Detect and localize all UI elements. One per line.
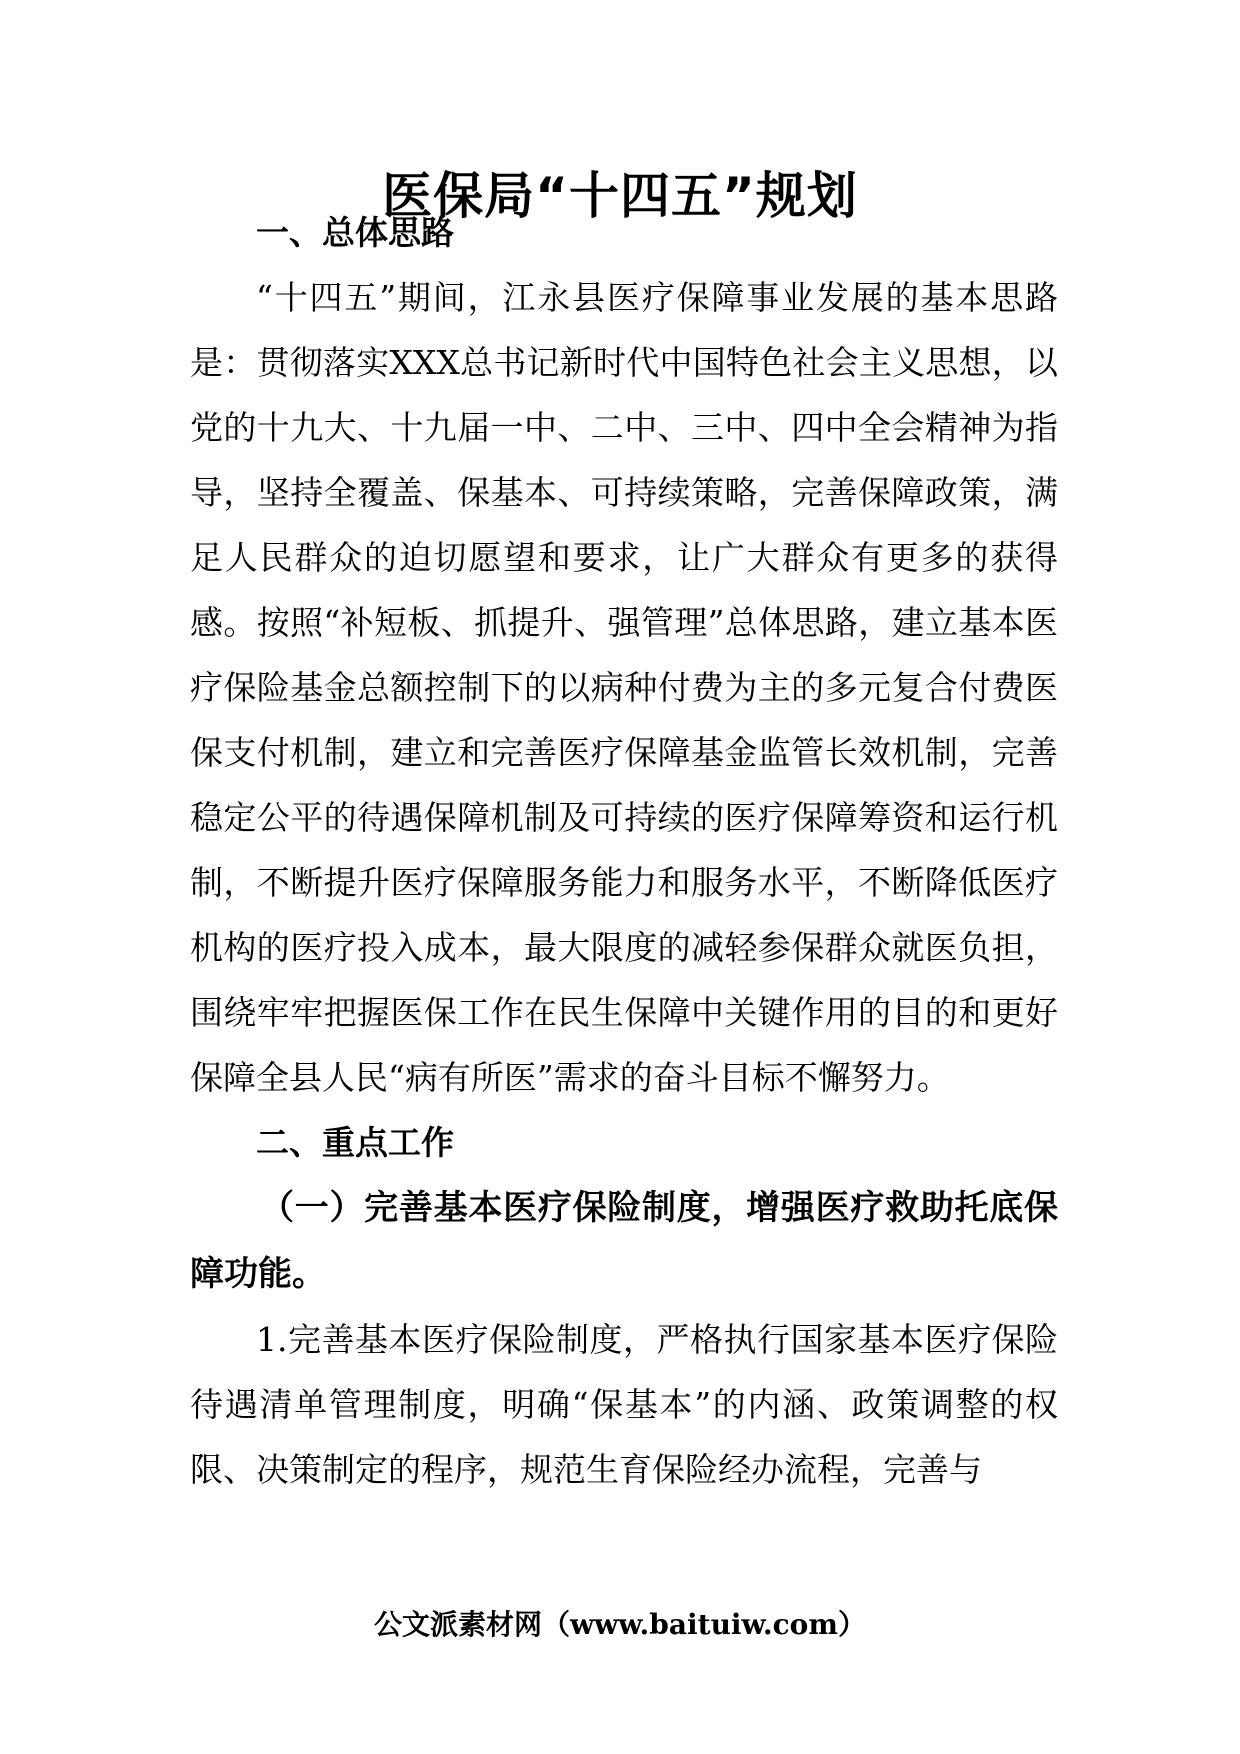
paragraph-item-1: 1.完善基本医疗保险制度，严格执行国家基本医疗保险待遇清单管理制度，明确“保基本”的内涵、政策调整的权限、决策制定的程序，规范生育保险经办流程，完善与 bbox=[190, 1320, 1058, 1489]
footer-watermark: 公文派素材网（www.baituiw.com） bbox=[374, 1608, 866, 1641]
section-heading-overall-approach: 一、总体思路 bbox=[256, 213, 454, 252]
document-title: 医保局“十四五”规划 bbox=[382, 167, 858, 225]
paragraph-overall-approach: “十四五”期间，江永县医疗保障事业发展的基本思路是：贯彻落实XXX总书记新时代中国特色社会主义思想，以党的十九大、十九届一中、二中、三中、四中全会精神为指导，坚持全覆盖、保基本、可持续策略，完善保障政策，满足人民群众的迫切愿望和要求，让广大群众有更多的获得感。按照“补短板、抓提升、强管理”总体思路，建立基本医疗保险基金总额控制下的以病种付费为主的多元复合付费医保支付机制，建立和完善医疗保障基金监管长效机制，完善稳定公平的待遇保障机制及可持续的医疗保障筹资和运行机制，不断提升医疗保障服务能力和服务水平，不断降低医疗机构的医疗投入成本，最大限度的减轻参保群众就医负担，围绕牢牢把握医保工作在民生保障中关键作用的目的和更好保障全县人民“病有所医”需求的奋斗目标不懈努力。 bbox=[190, 278, 1058, 1097]
document-body bbox=[190, 200, 1058, 1502]
subsection-heading-medical-insurance: （一）完善基本医疗保险制度，增强医疗救助托底保障功能。 bbox=[190, 1188, 1058, 1294]
section-heading-key-work: 二、重点工作 bbox=[256, 1123, 454, 1162]
